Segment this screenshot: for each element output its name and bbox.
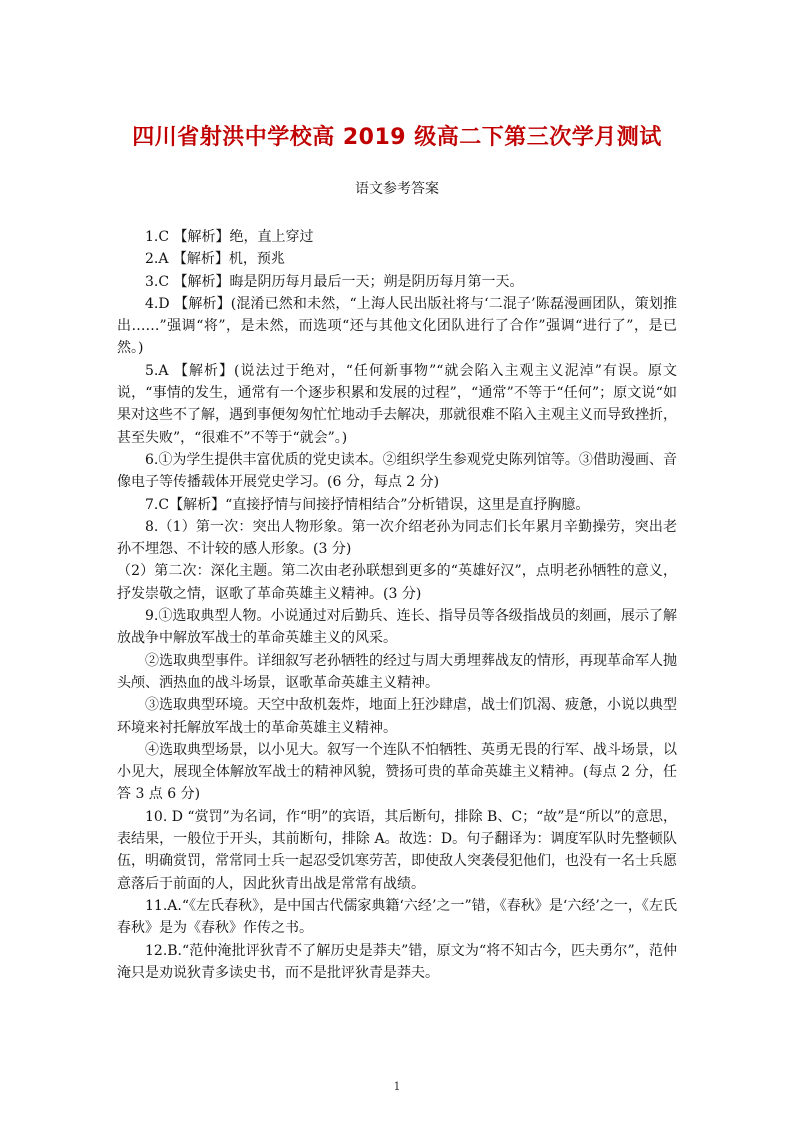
answer-paragraph: ③选取典型环境。天空中敌机轰炸，地面上狂沙肆虐，战士们饥渴、疲惫，小说以典型环境来衬托解放军战士的革命英雄主义精神。	[117, 697, 677, 736]
answer-paragraph: 12.B.“范仲淹批评狄青不了解历史是莽夫”错，原文为“将不知古今，匹夫勇尔”，范仲淹只是劝说狄青多读史书，而不是批评狄青是莽夫。	[117, 942, 677, 981]
answer-paragraph: 10. D “赏罚”为名词，作“明”的宾语，其后断句，排除 B、C；“故”是“所以”的意思，表结果，一般位于开头，其前断句，排除 A。故选：D。句子翻译为：调度军队时先整顿队伍，明确赏罚，常常同士兵一起忍受饥寒劳苦，即使敌人突袭侵犯他们，也没有一名士兵愿意落后于前面的人，因此狄青出战是常常有战绩。	[117, 808, 677, 892]
answer-paragraph: 2.A 【解析】机，预兆	[145, 251, 285, 268]
page-subtitle: 语文参考答案	[355, 181, 439, 197]
answer-paragraph: 5.A 【解析】(说法过于绝对，“任何新事物”“就会陷入主观主义泥淖”有误。原文说，“事情的发生，通常有一个逐步积累和发展的过程”，“通常”不等于“任何”；原文说“如果对这些不了解，遇到事便匆匆忙忙地动手去解决，那就很难不陷入主观主义而导致挫折，甚至失败”，“很难不”不等于“就会”。)	[117, 362, 677, 446]
answer-paragraph: 7.C【解析】“直接抒情与间接抒情相结合”分析错误，这里是直抒胸臆。	[145, 496, 590, 513]
answer-list	[117, 226, 677, 984]
answer-paragraph: 9.①选取典型人物。小说通过对后勤兵、连长、指导员等各级指战员的刻画，展示了解放战争中解放军战士的革命英雄主义的风采。	[117, 608, 677, 647]
answer-paragraph: 4.D 【解析】(混淆已然和未然，“上海人民出版社将与‘二混子’陈磊漫画团队，策划推出……”强调“将”，是未然，而选项“还与其他文化团队进行了合作”强调“进行了”，是已然。)	[117, 295, 677, 357]
answer-paragraph: 6.①为学生提供丰富优质的党史读本。②组织学生参观党史陈列馆等。③借助漫画、音像电子等传播载体开展党史学习。(6 分，每点 2 分)	[117, 451, 677, 491]
answer-paragraph: 3.C 【解析】晦是阴历每月最后一天；朔是阴历每月第一天。	[145, 273, 524, 290]
answer-paragraph: 1.C 【解析】绝，直上穿过	[145, 229, 314, 245]
answer-paragraph: ④选取典型场景，以小见大。叙写一个连队不怕牺牲、英勇无畏的行军、战斗场景，以小见大，展现全体解放军战士的精神风貌，赞扬可贵的革命英雄主义精神。(每点 2 分，任答 3 点 6 分)	[117, 741, 677, 803]
page-title: 四川省射洪中学校高 2019 级高二下第三次学月测试	[132, 125, 662, 150]
answer-paragraph: （2）第二次：深化主题。第二次由老孙联想到更多的“英雄好汉”，点明老孙牺牲的意义，抒发崇敬之情，讴歌了革命英雄主义精神。(3 分)	[117, 563, 677, 602]
answer-paragraph: 8.（1）第一次：突出人物形象。第一次介绍老孙为同志们长年累月辛勤操劳，突出老孙不埋怨、不计较的感人形象。(3 分)	[117, 518, 677, 558]
answer-paragraph: 11.A.“《左氏春秋》，是中国古代儒家典籍‘六经’之一”错，《春秋》是‘六经’之一，《左氏春秋》是为《春秋》作传之书。	[117, 897, 677, 937]
page-number: 1	[393, 1080, 401, 1093]
answer-paragraph: ②选取典型事件。详细叙写老孙牺牲的经过与周大勇埋葬战友的情形，再现革命军人抛头颅、洒热血的战斗场景，讴歌革命英雄主义精神。	[117, 652, 677, 691]
